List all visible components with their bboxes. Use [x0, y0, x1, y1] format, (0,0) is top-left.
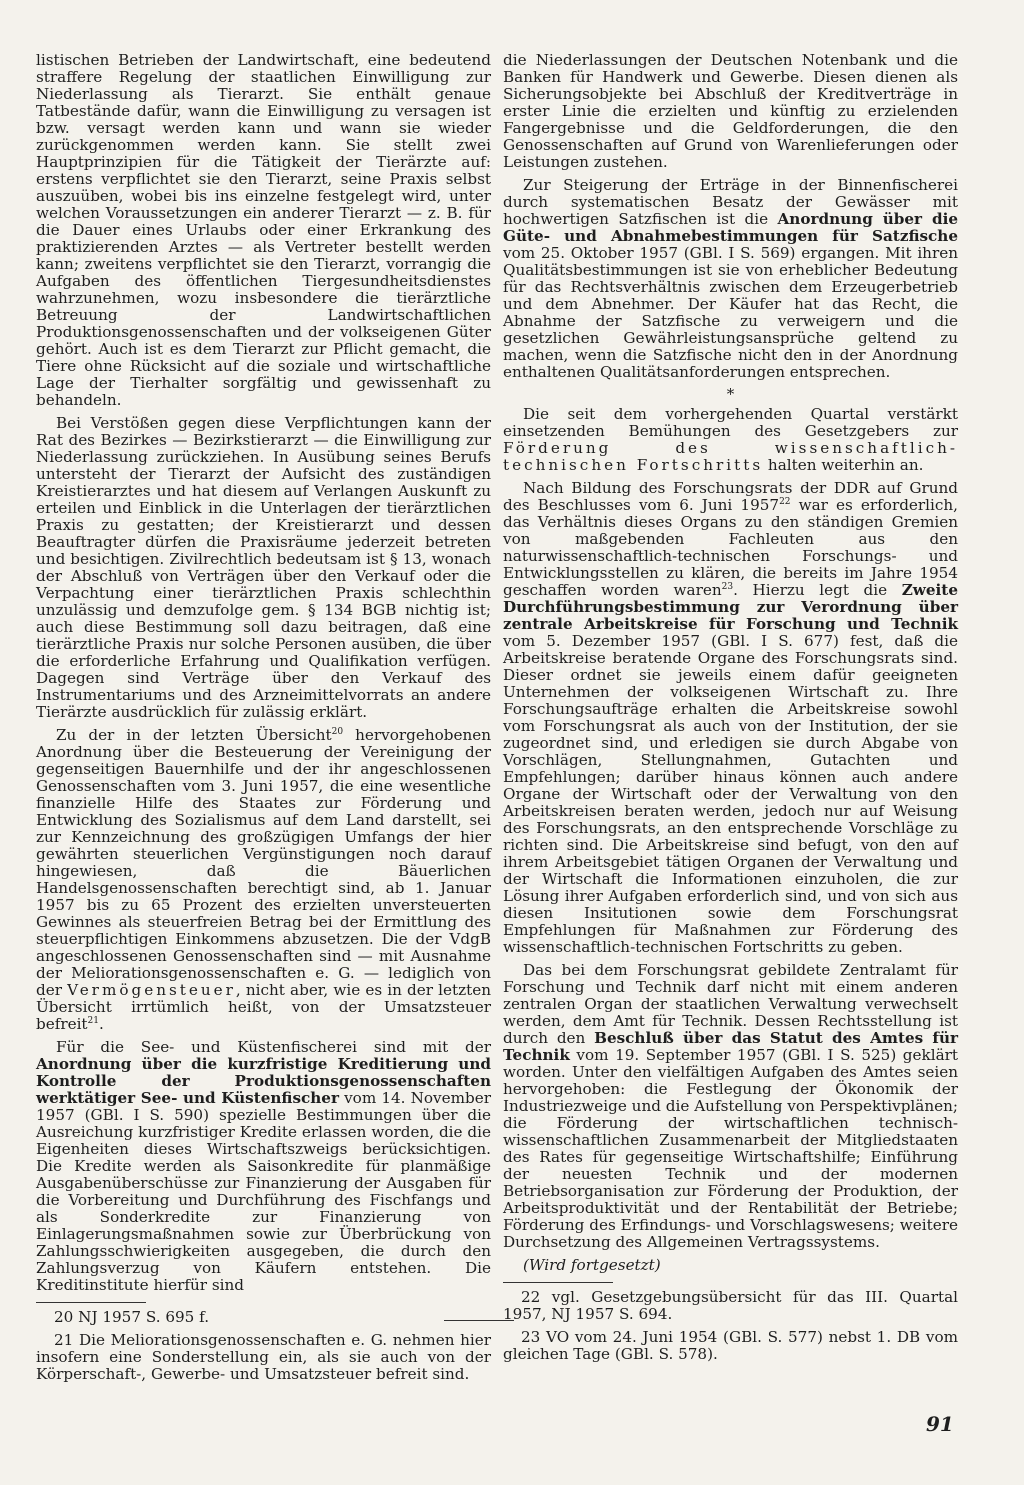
text-run: Für die See- und Küstenfischerei sind mit der: [56, 1038, 491, 1056]
page-number: 91: [926, 1412, 954, 1436]
spaced-term: Vermögensteuer: [67, 981, 236, 999]
paragraph: [36, 727, 491, 1033]
text-run: . Hierzu legt die: [733, 581, 902, 599]
bold-title: Beschluß über das Statut des Amtes für Technik: [503, 1029, 959, 1064]
footnote-separator: [503, 1282, 613, 1283]
paragraph: [36, 1039, 491, 1294]
spaced-term: Förderung des wissenschaftlich-technischen Fortschritts: [503, 439, 958, 474]
paragraph: [503, 177, 958, 381]
paragraph: [503, 480, 958, 956]
footnote-ref-23: 23: [721, 581, 734, 592]
bold-title: Zweite Durchführungsbestimmung zur Verordnung über zentrale Arbeitskreise für Forschung und Technik: [503, 581, 958, 633]
end-rule: [444, 1320, 514, 1321]
paragraph: Bei Verstößen gegen diese Verpflichtungen kann der Rat des Bezirkes — Bezirkstierarzt — die Einwilligung zur Niederlassung zurückziehen. In Ausübung seines Berufs untersteht der Tierarzt der Aufsicht des zuständigen Kreistierarztes und hat diesem auf Verlangen Auskunft zu erteilen und Einblick in die Unterlagen der tierärztlichen Praxis zu gestatten; der Kreistierarzt und dessen Beauftragter dürfen die Praxisräume jederzeit betreten und besichtigen. Zivilrechtlich bedeutsam ist § 13, wonach der Abschluß von Verträgen über den Verkauf oder die Verpachtung einer tierärztlichen Praxis schlechthin unzulässig und demzufolge gem. § 134 BGB nichtig ist; auch diese Bestimmung soll dazu beitragen, daß eine tierärztliche Praxis nur solche Personen ausüben, die über die erforderliche Erfahrung und Qualifikation verfügen. Dagegen sind Verträge über den Verkauf des Instrumentariums und des Arzneimittelvorrats an andere Tierärzte ausdrücklich für zulässig erklärt.: [36, 414, 491, 721]
text-run: , nicht aber, wie es in der letzten Übersicht irrtümlich heißt, von der Umsatzsteuer befreit: [36, 981, 491, 1033]
footnote-ref-22: 22: [779, 496, 791, 507]
right-column: [503, 52, 958, 1369]
footnote-20: 20 NJ 1957 S. 695 f.: [54, 1308, 210, 1326]
text-run: hervorgehobenen Anordnung über die Besteuerung der Vereinigung der gegenseitigen Bauernhilfe und der ihr angeschlossenen Genossenschaften vom 3. Juni 1957, die eine wesentliche finanzielle Hilfe des Staates zur Förderung und Entwicklung des Sozialismus auf dem Land darstellt, sei zur Kennzeichnung des großzügigen Umfangs der hier gewährten steuerlichen Vergünstigungen noch darauf hingewiesen, daß die Bäuerlichen Handelsgenossenschaften berechtigt sind, ab 1. Januar 1957 bis zu 65 Prozent des erzielten unversteuerten Gewinnes als steuerfreien Betrag bei der Ermittlung des steuerpflichtigen Einkommens abzusetzen. Die der VdgB angeschlossenen Genossenschaften sind — mit Ausnahme der Meliorationsgenossenschaften e. G. — lediglich von der: [36, 726, 491, 999]
paragraph: [503, 406, 958, 474]
footnote-ref-20: 20: [331, 726, 344, 737]
text-run: Das bei dem Forschungsrat gebildete Zentralamt für Forschung und Technik darf nicht mit einem anderen zentralen Organ der staatlichen Verwaltung verwechselt werden, dem Amt für Technik. Dessen Rechtsstellung ist durch den: [503, 961, 958, 1047]
footnote-ref-21: 21: [87, 1015, 99, 1026]
text-run: Zu der in der letzten Übersicht: [56, 726, 332, 744]
text-run: Zur Steigerung der Erträge in der Binnenfischerei durch systematischen Besatz der Gewässer mit hochwertigen Satzfischen ist die: [503, 176, 958, 228]
text-run: vom 25. Oktober 1957 (GBl. I S. 569) ergangen. Mit ihren Qualitätsbestimmungen ist sie von erheblicher Bedeutung für das Rechtsverhältnis zwischen dem Erzeugerbetrieb und dem Abnehmer. Der Käufer hat das Recht, die Abnahme der Satzfische zu verweigern und die gesetzlichen Gewährleistungsansprüche geltend zu machen, wenn die Satzfische nicht den in der Anordnung enthaltenen Qualitätsanforderungen entsprechen.: [503, 244, 958, 381]
section-asterisk: *: [726, 385, 735, 403]
footnote-22: 22 vgl. Gesetzgebungsübersicht für das III. Quartal 1957, NJ 1957 S. 694.: [503, 1288, 958, 1323]
footnote-21: 21 Die Meliorationsgenossenschaften e. G. nehmen hier insofern eine Sonderstellung ein, als sie auch von der Körperschaft-, Gewerbe- und Umsatzsteuer befreit sind.: [36, 1331, 491, 1383]
text-run: war es erforderlich, das Verhältnis dieses Organs zu den ständigen Gremien von maßgebenden Fachleuten aus den naturwissenschaftlich-technischen Forschungs- und Entwicklungsstellen zu klären, die bereits im Jahre 1954 geschaffen worden waren: [503, 496, 959, 599]
paragraph: [503, 962, 958, 1251]
text-run: Die seit dem vorhergehenden Quartal verstärkt einsetzenden Bemühungen des Gesetzgebers zur: [503, 405, 958, 440]
paragraph: die Niederlassungen der Deutschen Notenbank und die Banken für Handwerk und Gewerbe. Diesen dienen als Sicherungsobjekte bei Abschluß der Kreditverträge in erster Linie die erzielten und künftig zu erzielenden Fangergebnisse und die Geldforderungen, die den Genossenschaften auf Grund von Warenlieferungen oder Leistungen zustehen.: [503, 51, 958, 171]
footnote-separator: [36, 1302, 146, 1303]
text-run: .: [99, 1015, 104, 1033]
text-run: Nach Bildung des Forschungsrats der DDR auf Grund des Beschlusses vom 6. Juni 1957: [503, 479, 958, 514]
paragraph: listischen Betrieben der Landwirtschaft, eine bedeutend straffere Regelung der staatlichen Einwilligung zur Niederlassung als Tierarzt. Sie enthält genaue Tatbestände dafür, wann die Einwilligung zu versagen ist bzw. versagt werden kann und wann sie wieder zurückgenommen werden kann. Sie stellt zwei Hauptprinzipien für die Tätigkeit der Tierärzte auf: erstens verpflichtet sie den Tierarzt, seine Praxis selbst auszuüben, wobei bis ins einzelne festgelegt wird, unter welchen Voraussetzungen ein anderer Tierarzt — z. B. für die Dauer eines Urlaubs oder einer Erkrankung des praktizierenden Arztes — als Vertreter bestellt werden kann; zweitens verpflichtet sie den Tierarzt, vorrangig die Aufgaben des öffentlichen Tiergesundheitsdienstes wahrzunehmen, wozu insbesondere die tierärztliche Betreuung der Landwirtschaftlichen Produktionsgenossenschaften und der volkseigenen Güter gehört. Auch ist es dem Tierarzt zur Pflicht gemacht, die Tiere ohne Rücksicht auf die soziale und wirtschaftliche Lage der Tierhalter sorgfältig und gewissenhaft zu behandeln.: [36, 51, 491, 409]
text-run: vom 19. September 1957 (GBl. I S. 525) geklärt worden. Unter den vielfältigen Aufgaben des Amtes seien hervorgehoben: die Festlegung der Ökonomik der Industriezweige und die Aufstellung von Perspektivplänen; die Förderung der wirtschaftlichen technisch-wissenschaftlichen Zusammenarbeit der Mitgliedstaaten des Rates für gegenseitige Wirtschaftshilfe; Einführung der neuesten Technik und der modernen Betriebsorganisation zur Förderung der Produktion, der Arbeitsproduktivität und der Rentabilität der Betriebe; Förderung des Erfindungs- und Vorschlagswesens; weitere Durchsetzung des Allgemeinen Vertragssystems.: [503, 1046, 958, 1251]
bold-title: Anordnung über die kurzfristige Kreditierung und Kontrolle der Produktionsgenossenschaften werktätiger See- und Küstenfischer: [36, 1055, 491, 1107]
text-run: vom 5. Dezember 1957 (GBl. I S. 677) fest, daß die Arbeitskreise beratende Organe des Forschungsrats sind. Dieser ordnet sie jeweils einem dafür geeigneten Unternehmen der volkseigenen Wirtschaft zu. Ihre Forschungsaufträge erhalten die Arbeitskreise sowohl vom Forschungsrat als auch von der Institution, der sie zugeordnet sind, und erledigen sie durch Abgabe von Vorschlägen, Stellungnahmen, Gutachten und Empfehlungen; darüber hinaus können auch andere Organe der Wirtschaft oder der Verwaltung von den Arbeitskreisen beraten werden, jedoch nur auf Weisung des Forschungsrats, an den entsprechende Vorschläge zu richten sind. Die Arbeitskreise sind befugt, von den auf ihrem Arbeitsgebiet tätigen Organen der Verwaltung und der Wirtschaft die Informationen einzuholen, die zur Lösung ihrer Aufgaben erforderlich sind, und von sich aus diesen Insitutionen sowie dem Forschungsrat Empfehlungen für Maßnahmen zur Förderung des wissenschaftlich-technischen Fortschritts zu geben.: [503, 632, 958, 956]
bold-title: Anordnung über die Güte- und Abnahmebestimmungen für Satzfische: [503, 210, 958, 245]
left-column: [36, 52, 491, 1389]
footnote-23: 23 VO vom 24. Juni 1954 (GBl. S. 577) nebst 1. DB vom gleichen Tage (GBl. S. 578).: [503, 1328, 958, 1363]
text-run: halten weiterhin an.: [763, 456, 924, 474]
continued-note: (Wird fortgesetzt): [523, 1256, 661, 1274]
text-run: vom 14. November 1957 (GBl. I S. 590) spezielle Bestimmungen über die Ausreichung kurzfristiger Kredite erlassen worden, die die Eigenheiten dieses Wirtschaftszweigs berücksichtigen. Die Kredite werden als Saisonkredite für planmäßige Ausgabenüberschüsse zur Finanzierung der Ausgaben für die Vorbereitung und Durchführung des Fischfangs und als Sonderkredite zur Finanzierung von Einlagerungsmaßnahmen sowie zur Überbrückung von Zahlungsschwierigkeiten ausgegeben, die durch den Zahlungsverzug von Käufern entstehen. Die Kreditinstitute hierfür sind: [36, 1089, 491, 1294]
